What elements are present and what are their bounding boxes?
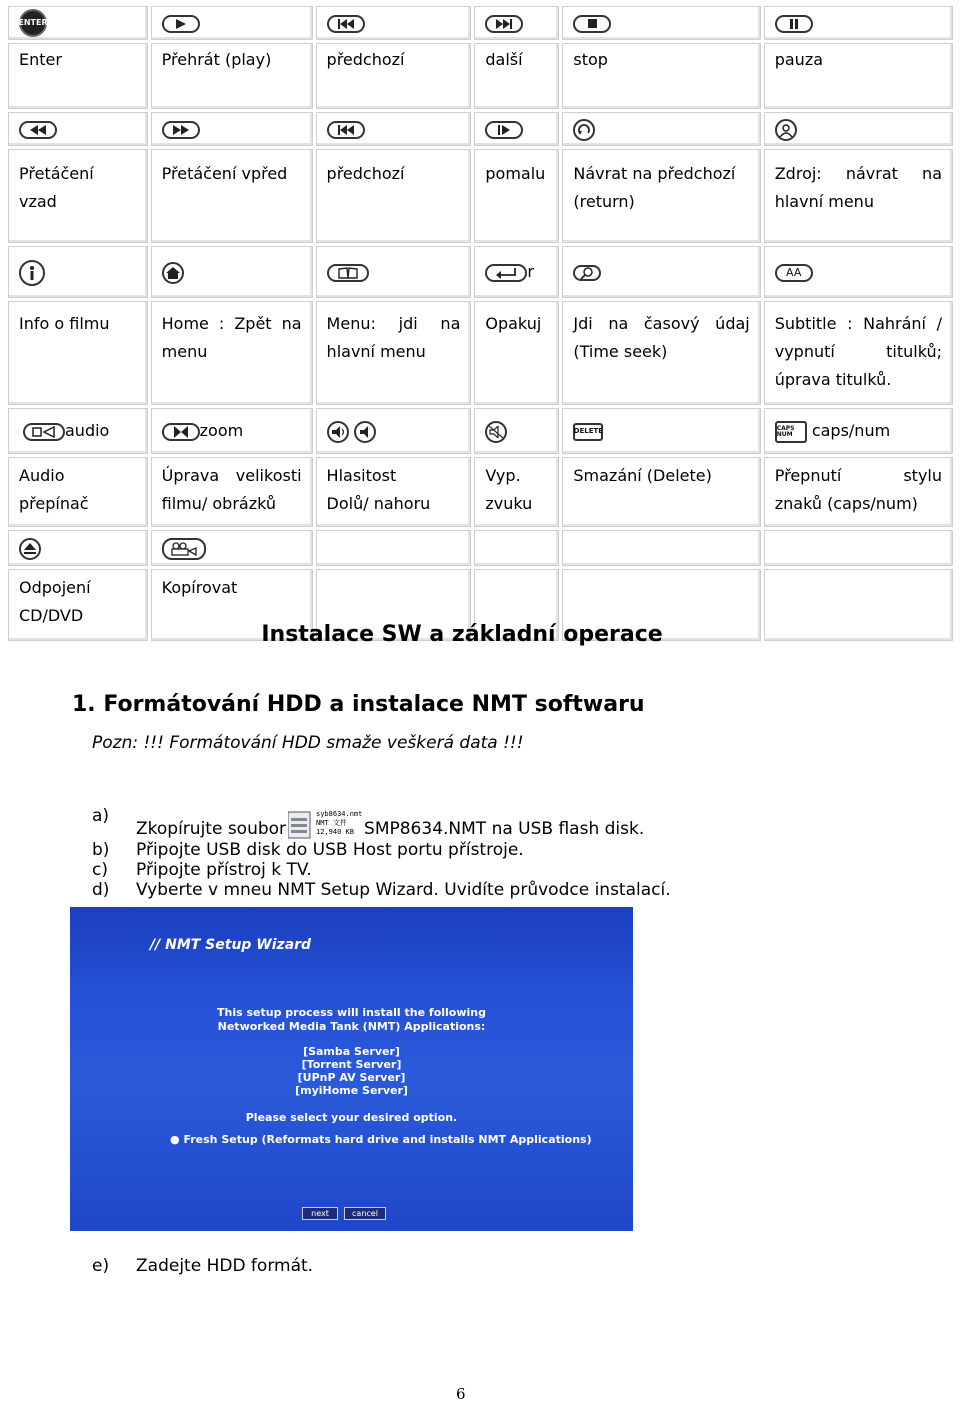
wizard-fresh-setup-option[interactable]: ● Fresh Setup (Reformats hard drive and installs NMT Applications) [170, 1133, 592, 1146]
repeat-icon [485, 264, 527, 282]
step-label: d) [92, 880, 110, 900]
repeat-label: Opakuj [474, 301, 559, 405]
skip-back-label: předchozí [316, 149, 472, 243]
wizard-app: [myiHome Server] [295, 1084, 408, 1097]
nmt-file-icon [288, 806, 364, 840]
info-icon [19, 260, 45, 286]
caps-num-icon-label: caps/num [811, 421, 891, 440]
time-seek-label-2: (Time seek) [573, 342, 668, 361]
steps-list [92, 806, 671, 900]
play-label: Přehrát (play) [151, 43, 313, 109]
step-text-pre: Zkopírujte soubor [136, 819, 287, 839]
volume-up-icon [354, 421, 376, 443]
mute-icon [485, 421, 507, 443]
section-heading: 1. Formátování HDD a instalace NMT softwaru [72, 692, 645, 717]
wizard-intro-2: Networked Media Tank (NMT) Applications: [217, 1020, 486, 1033]
source-label-1: Zdroj: návrat na [774, 164, 942, 183]
zoom-icon-label: zoom [199, 421, 244, 440]
icon-row-4 [8, 408, 953, 454]
pause-icon [775, 15, 813, 33]
copy-icon [162, 538, 206, 560]
info-label: Info o filmu [8, 301, 148, 405]
caps-num-label-2: znaků (caps/num) [774, 494, 918, 513]
page-number: 6 [456, 1385, 466, 1403]
time-seek-icon [573, 265, 601, 281]
rewind-label-2: vzad [19, 192, 57, 211]
menu-book-icon [327, 264, 369, 282]
file-icon-size: 12,940 KB [316, 828, 354, 836]
repeat-suffix: r [527, 262, 534, 281]
mute-label-2: zvuku [485, 494, 533, 513]
wizard-app-list [70, 1045, 633, 1097]
wizard-app: [Torrent Server] [301, 1058, 402, 1071]
step-text: Připojte USB disk do USB Host portu přístroje. [136, 840, 524, 860]
audio-label-1: Audio [19, 466, 65, 485]
wizard-next-button[interactable]: next [302, 1207, 338, 1220]
enter-icon: ENTER [19, 9, 47, 37]
step-item [92, 806, 671, 840]
step-label: b) [92, 840, 110, 860]
wizard-cancel-button[interactable]: cancel [344, 1207, 386, 1220]
fast-forward-label: Přetáčení vpřed [151, 149, 313, 243]
volume-label-2: Dolů/ nahoru [326, 494, 431, 513]
icon-row-3 [8, 246, 953, 298]
menu-label-1: Menu: jdi na [326, 314, 461, 333]
pause-label: pauza [764, 43, 953, 109]
delete-icon: DELETE [573, 423, 603, 441]
eject-label-1: Odpojení [19, 578, 91, 597]
return-label-1: Návrat na předchozí [573, 164, 736, 183]
menu-label-2: hlavní menu [326, 342, 426, 361]
step-text: Připojte přístroj k TV. [136, 860, 312, 880]
wizard-app: [Samba Server] [303, 1045, 400, 1058]
caps-num-label-1: Přepnutí stylu [774, 466, 942, 485]
wizard-intro-1: This setup process will install the following [216, 1006, 486, 1019]
icon-row-2 [8, 112, 953, 146]
step-label: e) [92, 1256, 110, 1276]
subtitle-label-3: úprava titulků. [774, 370, 892, 389]
step-text-post: SMP8634.NMT na USB flash disk. [364, 819, 645, 839]
step-label: c) [92, 860, 108, 880]
step-text: Zadejte HDD formát. [136, 1256, 314, 1276]
step-text: Vyberte v mneu NMT Setup Wizard. Uvidíte průvodce instalací. [136, 880, 671, 900]
bullet-icon: ● [170, 1133, 184, 1146]
nmt-setup-wizard-screenshot [70, 907, 633, 1231]
step-item-e [92, 1256, 313, 1276]
file-icon-name: syb8634.nmt [316, 810, 363, 818]
stop-label: stop [562, 43, 760, 109]
warning-note: Pozn: !!! Formátování HDD smaže veškerá data !!! [92, 733, 524, 753]
slow-icon [485, 121, 523, 139]
step-label: a) [92, 806, 110, 826]
file-icon-type: NMT 文件 [316, 819, 347, 827]
skip-back-icon [327, 121, 365, 139]
audio-label-2: přepínač [19, 494, 89, 513]
label-row-1 [8, 43, 953, 109]
play-icon [162, 15, 200, 33]
delete-label: Smazání (Delete) [562, 457, 760, 527]
stop-icon [573, 15, 611, 33]
step-item [92, 860, 671, 880]
copy-label: Kopírovat [151, 569, 313, 641]
eject-label-2: CD/DVD [19, 606, 84, 625]
previous-icon [327, 15, 365, 33]
home-label-2: menu [161, 342, 208, 361]
step-item [92, 840, 671, 860]
volume-down-icon [327, 421, 349, 443]
audio-icon-label: audio [65, 421, 110, 440]
home-icon [162, 262, 184, 284]
zoom-icon [162, 423, 200, 441]
subtitle-label-1: Subtitle : Nahrání / [774, 314, 942, 333]
next-icon [485, 15, 523, 33]
label-row-3 [8, 301, 953, 405]
time-seek-label-1: Jdi na časový údaj [573, 314, 750, 333]
audio-icon [23, 423, 65, 441]
main-heading: Instalace SW a základní operace [261, 622, 663, 647]
zoom-label-2: filmu/ obrázků [161, 494, 277, 513]
rewind-label-1: Přetáčení [19, 164, 94, 183]
icon-row-1 [8, 6, 953, 40]
next-label: další [474, 43, 559, 109]
caps-num-icon: CAPS NUM [775, 421, 807, 443]
icon-row-5 [8, 530, 953, 566]
eject-icon [19, 538, 41, 560]
label-row-2 [8, 149, 953, 243]
label-row-4 [8, 457, 953, 527]
volume-label-1: Hlasitost [326, 466, 397, 485]
wizard-app: [UPnP AV Server] [297, 1071, 406, 1084]
enter-label: Enter [8, 43, 148, 109]
step-item [92, 880, 671, 900]
remote-key-table [5, 3, 956, 644]
source-icon [775, 119, 797, 141]
return-label-2: (return) [573, 192, 635, 211]
previous-label: předchozí [316, 43, 472, 109]
wizard-title: // NMT Setup Wizard [150, 937, 312, 953]
home-label-1: Home : Zpět na [161, 314, 302, 333]
subtitle-label-2: vypnutí titulků; [774, 342, 942, 361]
mute-label-1: Vyp. [485, 466, 521, 485]
rewind-icon [19, 121, 57, 139]
subtitle-icon: AA [775, 264, 813, 282]
zoom-label-1: Úprava velikosti [161, 466, 302, 485]
return-icon [573, 119, 595, 141]
source-label-2: hlavní menu [774, 192, 874, 211]
wizard-prompt: Please select your desired option. [245, 1111, 458, 1124]
fast-forward-icon [162, 121, 200, 139]
slow-label: pomalu [474, 149, 559, 243]
